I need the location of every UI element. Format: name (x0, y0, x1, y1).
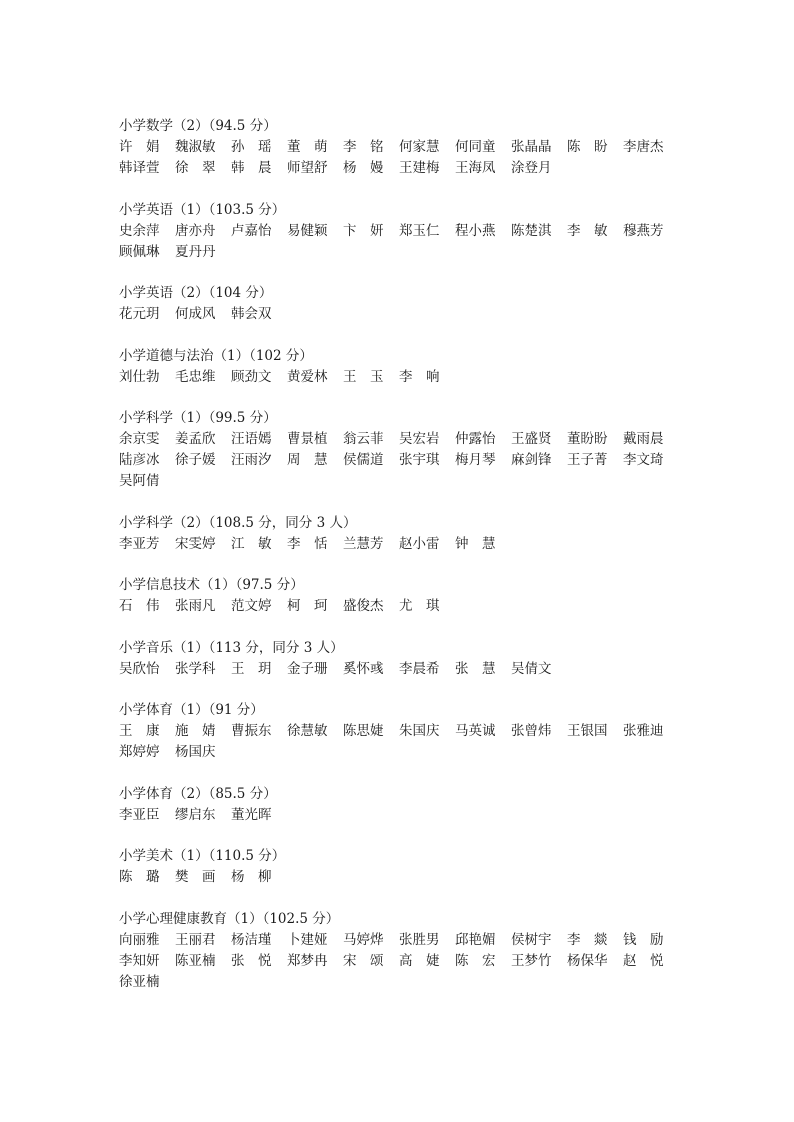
section-primary-math-2 (119, 116, 679, 179)
candidate-name: 马英诚 (455, 723, 496, 739)
candidate-name: 陈思婕 (343, 723, 384, 739)
candidate-name: 吴阿倩 (119, 473, 160, 489)
section-heading: 小学体育（1）（91 分） (119, 702, 264, 718)
candidate-name: 李 恬 (287, 535, 328, 552)
candidate-name: 杨 嫚 (343, 160, 384, 176)
candidate-name: 易健颖 (287, 222, 328, 239)
candidate-name: 赵 悦 (623, 952, 664, 969)
name-list (119, 805, 679, 826)
candidate-name: 夏丹丹 (175, 243, 216, 260)
candidate-name: 曹振东 (231, 723, 272, 739)
candidate-name: 花元玥 (119, 306, 160, 322)
candidate-name: 李唐杰 (623, 139, 664, 155)
candidate-name: 余京雯 (119, 431, 160, 447)
candidate-name: 尤 琪 (399, 598, 440, 614)
candidate-name: 朱国庆 (399, 723, 440, 739)
candidate-name: 魏淑敏 (175, 139, 216, 155)
candidate-name: 董光晖 (231, 806, 272, 823)
candidate-name: 王梦竹 (511, 952, 552, 969)
candidate-name: 曹景植 (287, 431, 328, 447)
candidate-name: 缪启东 (175, 806, 216, 823)
section-primary-pe-1 (119, 700, 679, 763)
candidate-name: 徐慧敏 (287, 723, 328, 739)
candidate-name: 徐子媛 (175, 452, 216, 468)
candidate-name: 宋雯婷 (175, 535, 216, 552)
candidate-name: 李文琦 (623, 452, 664, 468)
candidate-name: 王盛贤 (511, 431, 552, 447)
name-list (119, 429, 679, 492)
candidate-name: 施 婧 (175, 723, 216, 739)
name-list (119, 867, 679, 888)
section-heading: 小学音乐（1）（113 分，同分 3 人） (119, 639, 344, 656)
section-heading: 小学心理健康教育（1）（102.5 分） (119, 910, 340, 927)
section-primary-mental-health-1 (119, 909, 679, 993)
candidate-name: 杨保华 (567, 952, 608, 969)
candidate-name: 穆燕芳 (623, 222, 664, 239)
candidate-name: 张宇琪 (399, 452, 440, 468)
candidate-name: 张 慧 (455, 660, 496, 677)
name-list (119, 367, 679, 388)
candidate-name: 李 敏 (567, 222, 608, 239)
candidate-name: 黄爱林 (287, 368, 328, 385)
candidate-name: 陈 盼 (567, 139, 608, 155)
section-primary-english-1 (119, 200, 679, 263)
candidate-name: 毛忠维 (175, 368, 216, 385)
section-heading: 小学科学（1）（99.5 分） (119, 410, 277, 426)
name-list (119, 534, 679, 555)
candidate-name: 柯 珂 (287, 598, 328, 614)
section-heading: 小学科学（2）（108.5 分，同分 3 人） (119, 514, 357, 531)
candidate-name: 江 敏 (231, 535, 272, 552)
name-list (119, 137, 679, 179)
candidate-name: 钟 慧 (455, 535, 496, 552)
section-heading: 小学英语（1）（103.5 分） (119, 201, 286, 218)
section-primary-it-1 (119, 575, 679, 617)
candidate-name: 唐亦舟 (175, 222, 216, 239)
candidate-name: 何家慧 (399, 139, 440, 155)
candidate-name: 张晶晶 (511, 139, 552, 155)
candidate-name: 金子珊 (287, 660, 328, 677)
candidate-name: 梅月琴 (455, 452, 496, 468)
candidate-name: 王子菁 (567, 452, 608, 468)
candidate-name: 向丽雅 (119, 931, 160, 948)
section-heading: 小学美术（1）（110.5 分） (119, 848, 286, 864)
candidate-name: 董盼盼 (567, 431, 608, 447)
candidate-name: 李晨希 (399, 660, 440, 677)
candidate-name: 卞 妍 (343, 222, 384, 239)
candidate-name: 王 玉 (343, 368, 384, 385)
candidate-name: 吴宏岩 (399, 431, 440, 447)
candidate-name: 韩译萱 (119, 160, 160, 176)
section-heading: 小学数学（2）（94.5 分） (119, 118, 277, 134)
name-list (119, 659, 679, 680)
candidate-name: 刘仕勃 (119, 368, 160, 385)
section-primary-music-1 (119, 638, 679, 680)
candidate-name: 史余萍 (119, 222, 160, 239)
candidate-name: 邱艳媚 (455, 931, 496, 948)
document-page (119, 116, 679, 1013)
candidate-name: 程小燕 (455, 222, 496, 239)
section-primary-english-2 (119, 283, 679, 325)
candidate-name: 周 慧 (287, 452, 328, 468)
candidate-name: 王建梅 (399, 160, 440, 176)
candidate-name: 侯儒道 (343, 452, 384, 468)
candidate-name: 杨 柳 (231, 869, 272, 885)
candidate-name: 钱 励 (623, 931, 664, 948)
candidate-name: 盛俊杰 (343, 598, 384, 614)
candidate-name: 李 燚 (567, 931, 608, 948)
candidate-name: 卢嘉怡 (231, 222, 272, 239)
section-heading: 小学道德与法治（1）（102 分） (119, 347, 313, 364)
section-primary-morality-law-1 (119, 346, 679, 388)
candidate-name: 侯树宇 (511, 931, 552, 948)
candidate-name: 李亚臣 (119, 806, 160, 823)
candidate-name: 涂登月 (511, 160, 552, 176)
candidate-name: 仲露怡 (455, 431, 496, 447)
candidate-name: 李 铭 (343, 139, 384, 155)
candidate-name: 王丽君 (175, 931, 216, 948)
candidate-name: 李亚芳 (119, 535, 160, 552)
candidate-name: 顾佩琳 (119, 243, 160, 260)
candidate-name: 郑玉仁 (399, 222, 440, 239)
candidate-name: 杨洁瑾 (231, 931, 272, 948)
candidate-name: 陈楚淇 (511, 222, 552, 239)
section-heading: 小学信息技术（1）（97.5 分） (119, 577, 304, 593)
candidate-name: 董 萌 (287, 139, 328, 155)
candidate-name: 师望舒 (287, 160, 328, 176)
candidate-name: 石 伟 (119, 598, 160, 614)
candidate-name: 杨国庆 (175, 744, 216, 760)
candidate-name: 汪雨汐 (231, 452, 272, 468)
candidate-name: 樊 画 (175, 869, 216, 885)
candidate-name: 张胜男 (399, 931, 440, 948)
candidate-name: 韩会双 (231, 306, 272, 322)
name-list (119, 596, 679, 617)
candidate-name: 许 娟 (119, 139, 160, 155)
candidate-name: 郑婷婷 (119, 744, 160, 760)
candidate-name: 何同童 (455, 139, 496, 155)
candidate-name: 陆彦冰 (119, 452, 160, 468)
section-heading: 小学英语（2）（104 分） (119, 285, 273, 301)
candidate-name: 范文婷 (231, 598, 272, 614)
section-heading: 小学体育（2）（85.5 分） (119, 785, 277, 802)
candidate-name: 吴倩文 (511, 660, 552, 677)
candidate-name: 戴雨晨 (623, 431, 664, 447)
candidate-name: 李知妍 (119, 952, 160, 969)
candidate-name: 李 响 (399, 368, 440, 385)
candidate-name: 张学科 (175, 660, 216, 677)
candidate-name: 孙 瑶 (231, 139, 272, 155)
candidate-name: 宋 颂 (343, 952, 384, 969)
name-list (119, 221, 679, 263)
section-primary-science-2 (119, 513, 679, 555)
name-list (119, 304, 679, 325)
candidate-name: 陈亚楠 (175, 952, 216, 969)
candidate-name: 麻剑锋 (511, 452, 552, 468)
candidate-name: 顾劲文 (231, 368, 272, 385)
candidate-name: 高 婕 (399, 952, 440, 969)
candidate-name: 张曾炜 (511, 723, 552, 739)
candidate-name: 王 玥 (231, 660, 272, 677)
candidate-name: 卜建娅 (287, 931, 328, 948)
section-primary-pe-2 (119, 784, 679, 826)
candidate-name: 韩 晨 (231, 160, 272, 176)
section-primary-art-1 (119, 846, 679, 888)
candidate-name: 郑梦冉 (287, 952, 328, 969)
candidate-name: 王银国 (567, 723, 608, 739)
candidate-name: 王海凤 (455, 160, 496, 176)
candidate-name: 徐 翠 (175, 160, 216, 176)
candidate-name: 奚怀彧 (343, 660, 384, 677)
candidate-name: 赵小雷 (399, 535, 440, 552)
name-list (119, 721, 679, 763)
candidate-name: 张 悦 (231, 952, 272, 969)
candidate-name: 马婷烨 (343, 931, 384, 948)
candidate-name: 张雅迪 (623, 723, 664, 739)
candidate-name: 陈 璐 (119, 869, 160, 885)
candidate-name: 何成风 (175, 306, 216, 322)
candidate-name: 陈 宏 (455, 952, 496, 969)
candidate-name: 兰慧芳 (343, 535, 384, 552)
candidate-name: 王 康 (119, 723, 160, 739)
name-list (119, 930, 679, 993)
candidate-name: 翁云菲 (343, 431, 384, 447)
candidate-name: 徐亚楠 (119, 973, 160, 990)
candidate-name: 张雨凡 (175, 598, 216, 614)
section-primary-science-1 (119, 408, 679, 492)
candidate-name: 汪语嫣 (231, 431, 272, 447)
candidate-name: 吴欣怡 (119, 660, 160, 677)
candidate-name: 姜孟欣 (175, 431, 216, 447)
